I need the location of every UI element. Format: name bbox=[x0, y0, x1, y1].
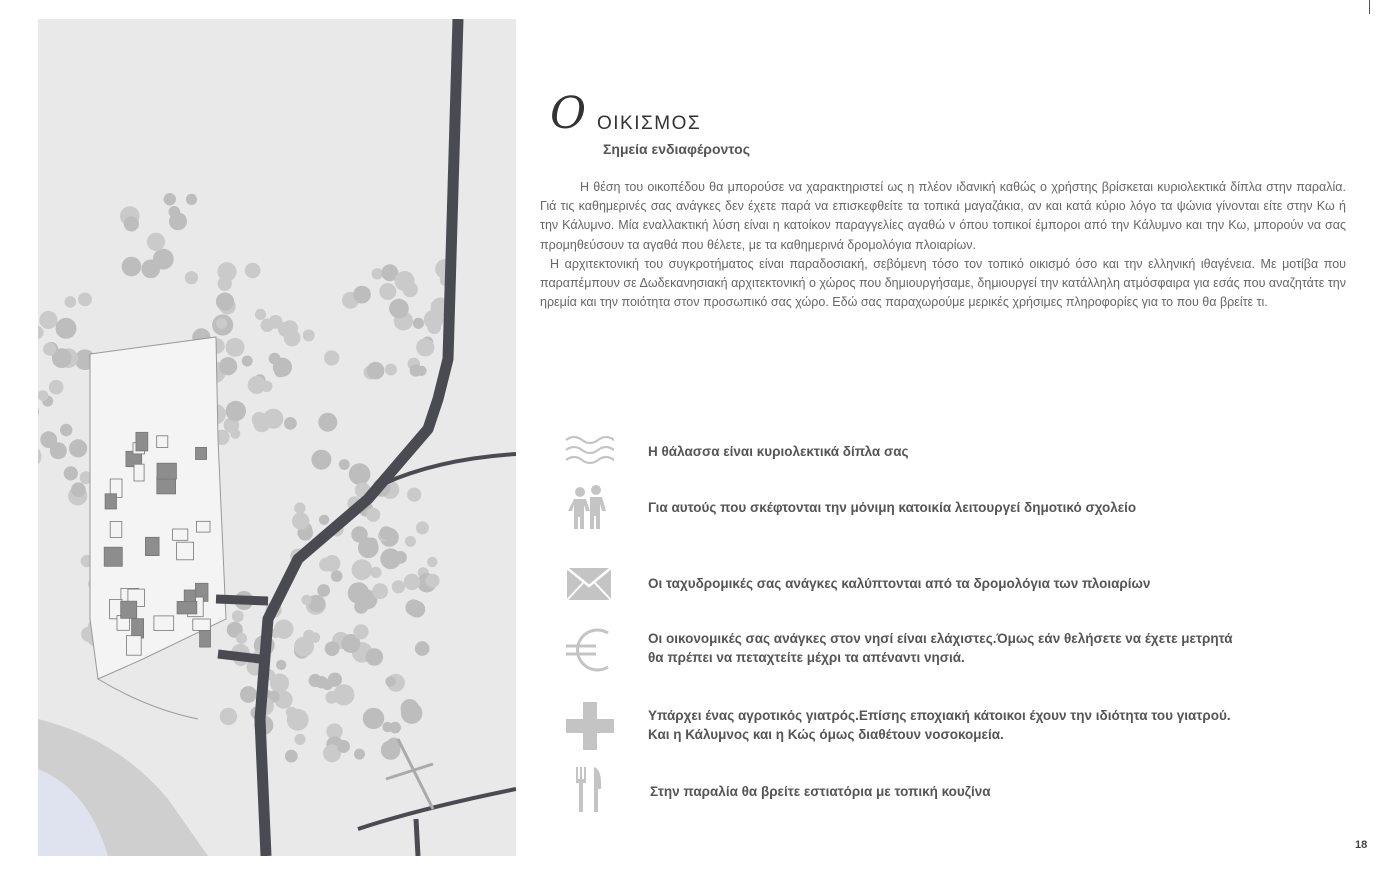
map-tree bbox=[38, 403, 39, 421]
feature-text: Η θάλασσα είναι κυριολεκτικά δίπλα σας bbox=[648, 444, 909, 459]
map-tree bbox=[381, 740, 401, 760]
title-text: ΟΙΚΙΣΜΟΣ bbox=[597, 113, 702, 134]
map-tree bbox=[164, 193, 176, 205]
feature-school bbox=[564, 485, 1264, 535]
map-tree bbox=[407, 488, 421, 502]
map-tree bbox=[275, 366, 286, 377]
map-tree bbox=[64, 466, 78, 480]
paragraph: Η αρχιτεκτονική του συγκροτήματος είναι παραδοσιακή, σεβόμενη τόσο τον τοπικό οικισμό όσο και την ελληνική ιθαγένεια. Με μοτίβα που παραπέμπουν σε Δωδεκανησιακή αρχιτεκτονική ο χώρος που δημιουργήσαμε, δημιουργεί την κατάλληλη ατμόσφαιρα για εσάς που αναζητάτε την ηρεμία και την ποιότητα στον προσωπικό σας χώρο. Εδώ σας παραχωρούμε μερικές χρήσιμες πληροφορίες για το που θα βρείτε τι. bbox=[540, 256, 1346, 310]
map-tree bbox=[278, 322, 293, 337]
map-tree bbox=[389, 300, 405, 316]
waves-icon bbox=[564, 430, 614, 480]
map-tree bbox=[284, 417, 297, 430]
map-tree bbox=[408, 601, 425, 618]
map-tree bbox=[353, 624, 368, 639]
map-tree bbox=[124, 216, 139, 231]
map-house bbox=[104, 547, 122, 566]
map-tree bbox=[354, 749, 365, 760]
feature-money bbox=[564, 625, 1264, 675]
map-house bbox=[105, 494, 116, 509]
feature-text: Υπάρχει ένας αγροτικός γιατρός.Επίσης εποχιακή κάτοικοι έχουν την ιδιότητα του γιατρού. bbox=[648, 708, 1231, 723]
map-house bbox=[196, 521, 210, 532]
map-tree bbox=[389, 722, 401, 734]
map-tree bbox=[226, 401, 246, 421]
map-tree bbox=[322, 679, 333, 690]
map-house bbox=[136, 432, 148, 451]
map-house bbox=[132, 619, 144, 638]
map-house bbox=[173, 529, 188, 540]
map-tree bbox=[56, 318, 77, 339]
feature-text: Οι οικονομικές σας ανάγκες στον νησί είναι ελάχιστες.Όμως εάν θελήσετε να έχετε μετρητά bbox=[648, 631, 1233, 646]
map-tree bbox=[324, 555, 341, 572]
map-tree bbox=[319, 515, 329, 525]
map-main-road bbox=[260, 19, 458, 856]
map-tree bbox=[367, 362, 385, 380]
map-tree bbox=[370, 567, 381, 578]
page-number: 18 bbox=[1355, 839, 1368, 851]
map-house bbox=[157, 463, 176, 479]
map-tree bbox=[372, 583, 388, 599]
feature-post bbox=[564, 562, 1264, 612]
map-house bbox=[196, 447, 207, 459]
map-tree bbox=[325, 641, 340, 656]
map-tree bbox=[226, 338, 245, 357]
feature-doctor bbox=[564, 700, 1264, 750]
title-initial: Ο bbox=[550, 88, 587, 139]
map-tree bbox=[232, 610, 244, 622]
map-tree bbox=[287, 709, 309, 731]
map-tree bbox=[219, 357, 237, 375]
map-tree bbox=[185, 271, 198, 284]
map-house bbox=[200, 630, 211, 647]
map-tree bbox=[39, 311, 57, 329]
map-tree bbox=[426, 574, 440, 588]
map-tree bbox=[403, 282, 418, 297]
map-tree bbox=[261, 319, 274, 332]
map-tree bbox=[405, 536, 416, 547]
feature-text: θα πρέπει να πεταχτείτε μέχρι τα απέναντι νησιά. bbox=[648, 650, 965, 665]
map-tree bbox=[276, 660, 286, 670]
map-tree bbox=[216, 293, 234, 311]
map-house bbox=[145, 537, 159, 555]
map-tree bbox=[325, 691, 338, 704]
map-tree bbox=[71, 482, 86, 497]
map-tree bbox=[60, 424, 72, 436]
map-side-road-south2 bbox=[416, 819, 418, 856]
map-tree bbox=[122, 257, 142, 277]
fork-knife-icon bbox=[564, 765, 614, 815]
map-tree bbox=[311, 450, 331, 470]
map-tree bbox=[416, 338, 434, 356]
map-tree bbox=[385, 676, 395, 686]
map-tree bbox=[248, 376, 266, 394]
map-tree bbox=[363, 708, 384, 729]
paragraph: Η θέση του οικοπέδου θα μπορούσε να χαρακτηριστεί ως η πλέον ιδανική καθώς ο χρήστης βρίσκεται κυριολεκτικά δίπλα στην παραλία. Γιά τις καθημερινές σας ανάγκες δεν έχετε παρά να επισκεφθείτε τα τοπικά μαγαζάκια, αν και κατά κύριο λόγο τα ψώνια γίνονται είτε στην Κω ή την Κάλυμνο. Μία εναλλακτική λύση είναι η κατοίκον παραγγελίες αγαθώ ν όπου τοπικοί έμποροι από την Κάλυμνο και την Κω, μπορούν να σας προμηθεύσουν τα αγαθά που θέλετε, με τα καθημερινά δρομολόγια πλοιαρίων. bbox=[540, 180, 1346, 252]
map-tree bbox=[404, 574, 420, 590]
map-tree bbox=[49, 380, 64, 395]
map-tree bbox=[147, 233, 165, 251]
euro-icon bbox=[564, 625, 614, 675]
map-house bbox=[110, 521, 122, 537]
envelope-icon bbox=[564, 562, 614, 612]
map-tree bbox=[216, 318, 227, 329]
map-house bbox=[193, 619, 211, 630]
map-tree bbox=[69, 439, 87, 457]
map-tree bbox=[394, 551, 407, 564]
map-tree bbox=[242, 356, 253, 367]
map-house bbox=[127, 636, 142, 656]
map-tree bbox=[294, 502, 305, 513]
map-tree bbox=[339, 459, 350, 470]
map-house bbox=[154, 616, 174, 631]
map-tree bbox=[366, 508, 380, 522]
map-tree bbox=[218, 277, 232, 291]
map-house bbox=[157, 436, 168, 448]
map-tree bbox=[358, 538, 379, 559]
map-tree bbox=[65, 296, 77, 308]
subtitle: Σημεία ενδιαφέροντος bbox=[603, 141, 750, 157]
map-tree bbox=[416, 521, 429, 534]
feature-text: Για αυτούς που σκέφτονται την μόνιμη κατοικία λειτουργεί δημοτικό σχολείο bbox=[648, 500, 1137, 515]
map-tree bbox=[230, 429, 240, 439]
map-tree bbox=[40, 431, 57, 448]
feature-sea bbox=[564, 430, 1264, 480]
map-tree bbox=[263, 409, 283, 429]
map-tree bbox=[169, 206, 181, 218]
map-tree bbox=[38, 446, 42, 468]
site-map bbox=[38, 19, 516, 856]
feature-text: Στην παραλία θα βρείτε εστιατόρια με τοπική κουζίνα bbox=[650, 784, 991, 799]
map-tree bbox=[309, 674, 322, 687]
map-tree bbox=[366, 648, 384, 666]
map-tree bbox=[38, 326, 44, 339]
map-tree bbox=[337, 740, 350, 753]
map-tree bbox=[401, 703, 422, 724]
map-tree bbox=[294, 734, 305, 745]
map-tree bbox=[353, 286, 371, 304]
map-house bbox=[134, 464, 144, 481]
crop-mark bbox=[1369, 0, 1370, 14]
map-house bbox=[121, 601, 137, 618]
map-tree bbox=[372, 268, 383, 279]
feature-text: Και η Κάλυμνος και η Κώς όμως διαθέτουν νοσοκομεία. bbox=[648, 727, 1004, 742]
map-tree bbox=[186, 194, 197, 205]
map-tree bbox=[348, 582, 370, 604]
map-plot-dashed-boundary bbox=[98, 679, 198, 719]
map-tree bbox=[380, 526, 394, 540]
map-tree bbox=[379, 283, 396, 300]
map-tree bbox=[331, 570, 343, 582]
medical-cross-icon bbox=[564, 700, 614, 750]
school-children-icon bbox=[564, 485, 614, 535]
map-tree bbox=[285, 750, 298, 763]
map-tree bbox=[324, 350, 339, 365]
map-tree bbox=[294, 637, 314, 657]
map-tree bbox=[43, 343, 56, 356]
map-tree bbox=[352, 559, 373, 580]
map-house bbox=[177, 542, 194, 560]
feature-text: Οι ταχυδρομικές σας ανάγκες καλύπτονται από τα δρομολόγια των πλοιαρίων bbox=[648, 576, 1151, 591]
map-tree bbox=[301, 595, 311, 605]
map-tree bbox=[220, 708, 237, 725]
map-tree bbox=[240, 686, 257, 703]
map-tree bbox=[318, 413, 337, 432]
map-house bbox=[177, 601, 197, 614]
map-tree bbox=[415, 641, 430, 656]
map-tree bbox=[392, 580, 405, 593]
map-tree bbox=[141, 260, 160, 279]
map-tree bbox=[303, 329, 315, 341]
map-tree bbox=[255, 309, 266, 320]
intro-text bbox=[540, 178, 1346, 312]
map-tree bbox=[245, 263, 261, 279]
map-tree bbox=[349, 463, 371, 485]
map-tree bbox=[317, 584, 330, 597]
map-side-road-south bbox=[358, 789, 516, 829]
map-tree bbox=[416, 366, 426, 376]
map-tree bbox=[38, 390, 48, 401]
map-tree bbox=[236, 633, 247, 644]
map-tree bbox=[413, 318, 424, 329]
feature-restaurants bbox=[564, 765, 1264, 815]
map-tree bbox=[427, 557, 437, 567]
map-tree bbox=[385, 364, 397, 376]
map-tree bbox=[292, 512, 309, 529]
map-tree bbox=[78, 293, 92, 307]
